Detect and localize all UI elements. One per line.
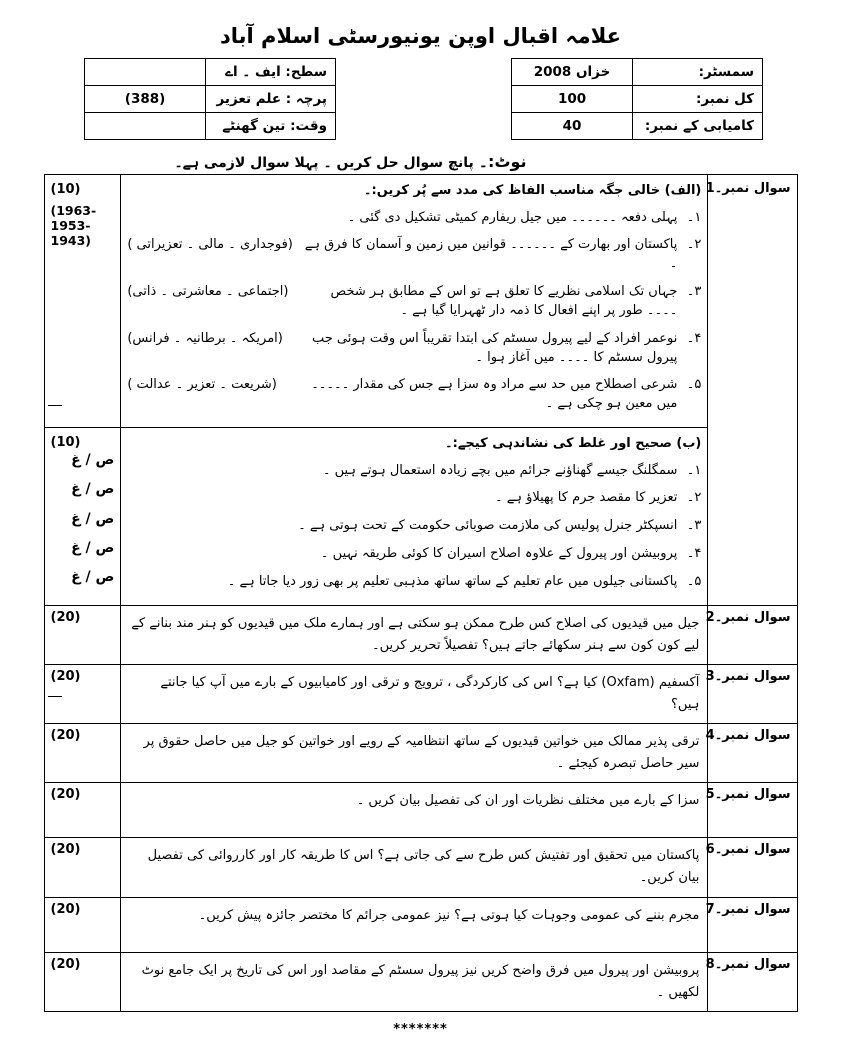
- question-6-marks: (20): [44, 838, 121, 897]
- question-6-body: [121, 838, 708, 897]
- question-5-body: [121, 783, 708, 838]
- margin-tick-lower: [48, 696, 62, 697]
- note-text: پانچ سوال حل کریں ۔ پہلا سوال لازمی ہے۔: [174, 155, 474, 171]
- table-row: [85, 113, 336, 140]
- total-marks-label: کل نمبر:: [633, 86, 763, 113]
- table-row: [85, 86, 336, 113]
- item-number: ۴۔: [686, 330, 702, 346]
- pass-marks-label: کامیابی کے نمبر:: [633, 113, 763, 140]
- footer-marker: *******: [393, 1021, 448, 1037]
- time-value: [85, 113, 206, 140]
- instructions-note: [0, 152, 841, 171]
- list-item: [127, 209, 701, 228]
- part-b-items: [127, 462, 701, 592]
- tf-marker: ص / غ: [71, 539, 115, 556]
- item-text: انسپکٹر جنرل پولیس کی ملازمت صوبائی حکومت کے تحت ہوتی ہے ۔: [298, 518, 678, 534]
- item-text: سمگلنگ جیسے گھناؤنے جرائم میں بچے زیادہ استعمال ہوتے ہیں ۔: [322, 462, 678, 478]
- question-8-marks: (20): [44, 952, 121, 1011]
- item-number: ۱۔: [686, 462, 702, 478]
- part-a-items: [127, 209, 701, 415]
- list-item: [127, 517, 701, 536]
- part-b-heading: (ب) صحیح اور غلط کی نشاندہی کیجے:۔: [445, 436, 702, 452]
- question-4-marks: (20): [44, 724, 121, 783]
- item-number: ۵۔: [686, 377, 702, 393]
- question-4-number: سوال نمبر۔4: [708, 724, 797, 783]
- item-text: پہلی دفعہ ۔۔۔۔۔۔ میں جیل ریفارم کمیٹی تشکیل دی گئی ۔: [347, 209, 678, 225]
- question-5-marks: (20): [44, 783, 121, 838]
- question-8-body: [121, 952, 708, 1011]
- question-text: مجرم بننے کی عمومی وجوہات کیا ہوتی ہے؟ نیز عمومی جرائم کا مختصر جائزہ پیش کریں۔: [198, 907, 700, 923]
- table-row: [85, 59, 336, 86]
- question-1-number: سوال نمبر۔1: [708, 175, 797, 606]
- note-keyword: نوٹ:۔: [478, 152, 527, 171]
- question-text: پروبیشن اور پیرول میں فرق واضح کریں نیز پیرول سسٹم کے مقاصد اور اس کی تاریخ پر ایک جامع نوٹ لکھیں ۔: [141, 962, 700, 1000]
- item-number: ۳۔: [686, 518, 702, 534]
- item-text: جہاں تک اسلامی نظریے کا تعلق ہے تو اس کے مطابق ہر شخص ۔۔۔۔ طور پر اپنے افعال کا ذمہ دار ٹھہرایا گیا ہے ۔: [330, 284, 678, 318]
- semester-label: سمسٹر:: [633, 59, 763, 86]
- item-options: (امریکہ ۔ برطانیہ ۔ فرانس): [127, 330, 283, 346]
- question-text: جیل میں قیدیوں کی اصلاح کس طرح ممکن ہو سکتی ہے اور ہمارے ملک میں قیدیوں کو ہنر مند بنانے کے لیے کون کون سے ہنر سکھائے جاتے ہیں؟ تفصیلاً تحریر کریں۔: [131, 615, 700, 653]
- list-item: [127, 376, 701, 414]
- item-options: (شریعت ۔ تعزیر ۔ عدالت ): [127, 377, 277, 393]
- question-2-marks: (20): [44, 605, 121, 664]
- question-1a-body: [121, 175, 708, 428]
- item-text: تعزیر کا مقصد جرم کا پھیلاؤ ہے ۔: [494, 490, 678, 506]
- question-4-body: [121, 724, 708, 783]
- right-info-table: [84, 58, 336, 140]
- total-marks-value: 100: [512, 86, 633, 113]
- left-info-table: [511, 58, 763, 140]
- tf-marker: ص / غ: [71, 569, 115, 586]
- table-row-question-3: [44, 665, 797, 724]
- part-a-heading: (الف) خالی جگہ مناسب الفاظ کی مدد سے پُر کریں:۔: [363, 183, 702, 198]
- item-number: ۵۔: [686, 573, 702, 589]
- list-item: [127, 283, 701, 321]
- table-row: [512, 59, 763, 86]
- item-text: نوعمر افراد کے لیے پیرول سسٹم کی ابتدا تقریباً اس وقت ہوئی جب پیرول سسٹم کا ۔۔۔۔ میں آغاز ہوا ۔: [311, 330, 678, 365]
- question-text: پاکستان میں تحقیق اور تفتیش کس طرح سے کی جاتی ہے؟ اس کا طریقہ کار اور کارروائی کی تفصیل بیان کریں۔: [147, 848, 700, 886]
- question-7-marks: (20): [44, 897, 121, 952]
- item-number: ۲۔: [686, 490, 702, 506]
- table-row-question-4: [44, 724, 797, 783]
- item-options: (اجتماعی ۔ معاشرتی ۔ ذاتی): [127, 284, 289, 300]
- table-row-question-6: [44, 838, 797, 897]
- question-text: آکسفیم (Oxfam) کیا ہے؟ اس کی کارکردگی ، ترویج و ترقی اور کامیابیوں کے بارے میں آپ کیا جانتے ہیں؟: [160, 675, 700, 713]
- list-item: [127, 545, 701, 564]
- table-row: [512, 113, 763, 140]
- list-item: [127, 462, 701, 481]
- question-2-body: [121, 605, 708, 664]
- question-7-number: سوال نمبر۔7: [708, 897, 797, 952]
- list-item: [127, 573, 701, 592]
- list-item: [127, 236, 701, 274]
- paper-label: پرچہ : علم تعزیر: [206, 86, 336, 113]
- level-value: [85, 59, 206, 86]
- table-row-question-2: [44, 605, 797, 664]
- tf-marker: ص / غ: [71, 452, 115, 469]
- exam-paper-page: [0, 24, 841, 1037]
- item-number: ۲۔: [686, 237, 702, 253]
- page-title: علامہ اقبال اوپن یونیورسٹی اسلام آباد: [220, 24, 621, 48]
- header-info-row: [0, 58, 841, 140]
- question-8-number: سوال نمبر۔8: [708, 952, 797, 1011]
- table-row-question-8: [44, 952, 797, 1011]
- pass-marks-value: 40: [512, 113, 633, 140]
- question-3-body: [121, 665, 708, 724]
- tf-marker: ص / غ: [71, 510, 115, 527]
- level-label: سطح: ایف ۔ اے: [206, 59, 336, 86]
- table-row-question-1b: [44, 428, 797, 606]
- table-row-question-5: [44, 783, 797, 838]
- question-3-marks: (20): [44, 665, 121, 724]
- question-7-body: [121, 897, 708, 952]
- marks-value: (10): [50, 435, 81, 451]
- questions-table: [44, 174, 798, 1012]
- list-item: [127, 330, 701, 368]
- marks-value: (10): [50, 182, 81, 197]
- question-1b-body: [121, 428, 708, 606]
- question-2-number: سوال نمبر۔2: [708, 605, 797, 664]
- true-false-markers: [51, 450, 115, 587]
- item-text: پاکستان اور بھارت کے ۔۔۔۔۔۔ قوانین میں زمین و آسمان کا فرق ہے ۔: [304, 237, 678, 272]
- item-text: پروبیشن اور پیرول کے علاوہ اصلاح اسیران کا کوئی طریقہ نہیں ۔: [320, 546, 678, 562]
- tf-marker: ص / غ: [71, 481, 115, 498]
- item-number: ۴۔: [686, 546, 702, 562]
- semester-value: خزاں 2008: [512, 59, 633, 86]
- year-options: (1963-1953-1943): [50, 203, 97, 248]
- item-number: ۳۔: [686, 284, 702, 300]
- item-text: پاکستانی جیلوں میں عام تعلیم کے ساتھ ساتھ مذہبی تعلیم پر بھی زور دیا جاتا ہے ۔: [227, 573, 678, 589]
- paper-code-value: (388): [85, 86, 206, 113]
- list-item: [127, 489, 701, 508]
- question-text: سزا کے بارے میں مختلف نظریات اور ان کی تفصیل بیان کریں ۔: [356, 793, 700, 809]
- table-row-question-1a: [44, 175, 797, 428]
- margin-tick-upper: [48, 405, 62, 406]
- question-text: ترقی پذیر ممالک میں خواتین قیدیوں کے ساتھ انتظامیہ کے رویے اور خواتین کو جیل میں حاصل حقوق پر سیر حاصل تبصرہ کیجئے ۔: [143, 734, 700, 772]
- item-options: (فوجداری ۔ مالی ۔ تعزیراتی ): [127, 237, 293, 253]
- table-row: [512, 86, 763, 113]
- item-text: شرعی اصطلاح میں حد سے مراد وہ سزا ہے جس کی مقدار ۔۔۔۔۔ میں معین ہو چکی ہے ۔: [311, 377, 678, 412]
- question-1b-marks-cell: [44, 428, 121, 606]
- item-number: ۱۔: [686, 209, 702, 225]
- table-row-question-7: [44, 897, 797, 952]
- question-5-number: سوال نمبر۔5: [708, 783, 797, 838]
- question-1a-marks-cell: [44, 175, 121, 428]
- question-6-number: سوال نمبر۔6: [708, 838, 797, 897]
- question-3-number: سوال نمبر۔3: [708, 665, 797, 724]
- time-label: وقت: تین گھنٹے: [206, 113, 336, 140]
